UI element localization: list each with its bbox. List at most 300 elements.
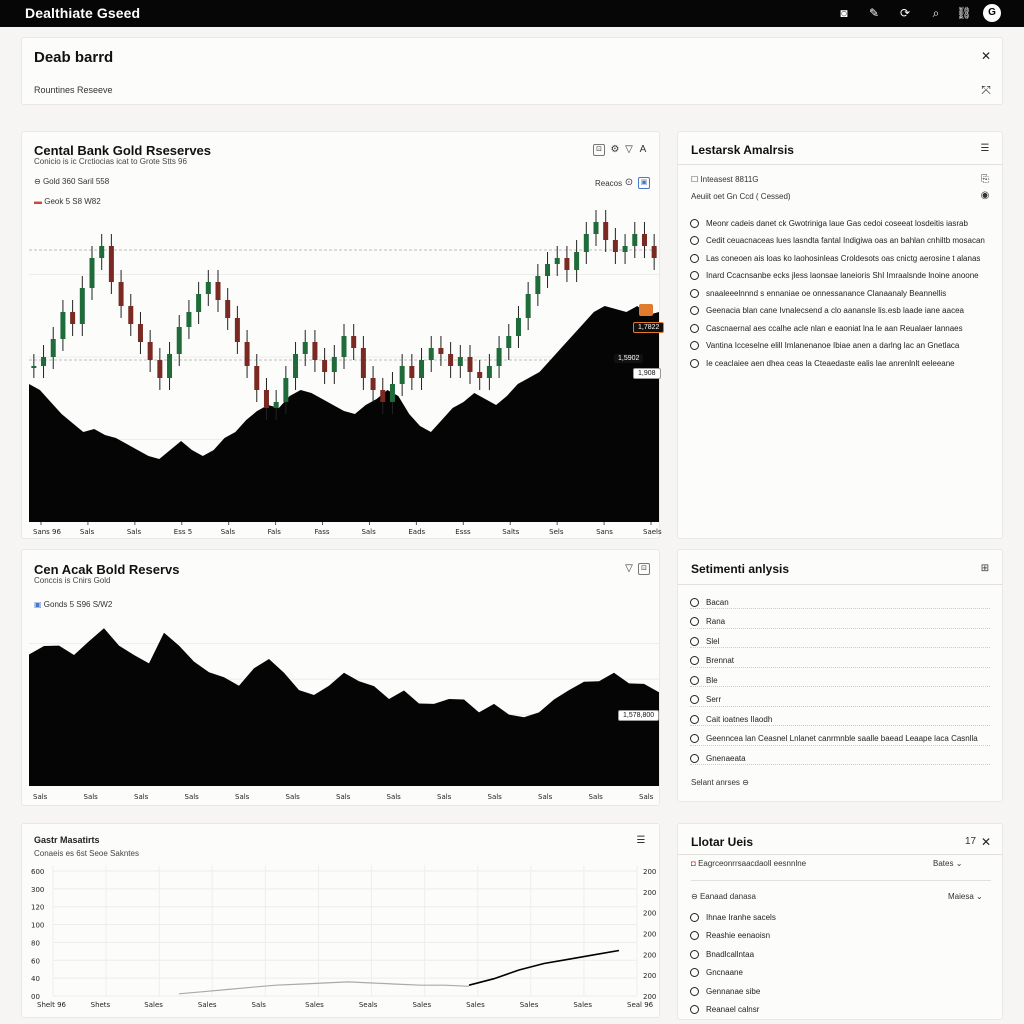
x-tick-label: Sales (305, 1001, 324, 1009)
x-tick-label: Seals (358, 1001, 378, 1009)
sentiment-item[interactable] (690, 634, 719, 648)
x-tick-label: Eads (408, 528, 426, 536)
candle (167, 342, 172, 390)
candle-body (167, 354, 172, 378)
candle-body (254, 366, 259, 390)
candle (342, 324, 347, 369)
item-2-icon: ⊖ (691, 892, 700, 901)
close-icon[interactable]: ✕ (980, 835, 992, 849)
annotate-icon[interactable]: A (639, 144, 647, 155)
candle-body (351, 336, 356, 348)
bullet-icon (690, 359, 699, 368)
candle (31, 354, 36, 378)
candle-body (225, 300, 230, 318)
candle-body (574, 252, 579, 270)
candle-body (119, 282, 124, 306)
candle-body (371, 378, 376, 390)
candle-body (148, 342, 153, 360)
bullet-icon (690, 617, 699, 626)
candle-body (526, 294, 531, 318)
y-tick-label: 100 (31, 921, 45, 930)
card3-title: Gastr Masatirts (34, 835, 100, 845)
latest-item[interactable] (690, 984, 760, 998)
candle (497, 336, 502, 378)
row-divider (690, 686, 990, 687)
latest-item[interactable] (690, 1003, 759, 1017)
candle (80, 276, 85, 336)
market-divider (678, 164, 1002, 165)
y-tick-label-right: 200 (643, 888, 657, 897)
candle (468, 345, 473, 384)
row-divider (690, 667, 990, 668)
market-item-text: Las coneoen ais loas ko laohosinleas Croldesots oas cnictg aerosine t alanas (706, 253, 981, 263)
export-icon[interactable]: ⎘ (981, 174, 989, 185)
bullet-icon (690, 271, 699, 280)
candle (99, 234, 104, 270)
market-item-text: Meonr cadeis danet ck Gwotriniga laue Gas cedoi coseeat losdeitis iasrab (706, 218, 968, 228)
expand-icon[interactable]: ⊡ (638, 563, 650, 575)
candle-body (623, 246, 628, 252)
avatar[interactable]: G (983, 4, 1001, 22)
list-icon[interactable]: ☰ (636, 835, 646, 846)
latest-divider-2 (691, 880, 991, 881)
market-item[interactable] (690, 339, 959, 353)
bullet-icon (690, 754, 699, 763)
candle (574, 240, 579, 282)
candle (409, 354, 414, 390)
row-divider (690, 706, 990, 707)
candle-body (80, 288, 85, 324)
bullet-icon (690, 695, 699, 704)
market-item[interactable] (690, 304, 964, 318)
candle (361, 336, 366, 390)
candle (438, 336, 443, 366)
bullet-icon (690, 950, 699, 959)
bullet-icon (690, 324, 699, 333)
candle (216, 270, 221, 312)
candle-body (477, 372, 482, 378)
candle-body (322, 360, 327, 372)
market-item[interactable] (690, 356, 955, 370)
sentiment-item-text: Serr (706, 695, 722, 704)
bullet-icon (690, 987, 699, 996)
market-item[interactable] (690, 234, 985, 248)
candle (225, 288, 230, 330)
candle-body (196, 294, 201, 312)
candle (526, 282, 531, 330)
candle (623, 234, 628, 264)
sentiment-item[interactable] (690, 712, 772, 726)
candle (322, 348, 327, 384)
candle (90, 246, 95, 300)
x-tick-label: Shelt 96 (37, 1001, 67, 1009)
latest-item-text: Bnadlcallntaa (706, 949, 755, 959)
banner-panel (21, 37, 1003, 105)
candle-body (603, 222, 608, 240)
candle (254, 354, 259, 402)
y-tick-label-right: 200 (643, 972, 657, 981)
market-item-text: Ie ceaclaiee aen dhea ceas la Cteaedaste ealis lae anrenlnlt eeleeane (706, 358, 955, 368)
x-tick-label: Sals (83, 793, 98, 801)
bullet-icon (690, 306, 699, 315)
candle (109, 234, 114, 294)
latest-item[interactable] (690, 966, 743, 980)
legend-1-text: Gold 360 Saril 558 (42, 177, 110, 186)
latest-item-text: Reanael calnsr (706, 1005, 760, 1014)
candle-body (497, 348, 502, 366)
filter-1-checkbox[interactable]: ☐ (691, 175, 701, 184)
price-tag-2: 1,5902 (614, 354, 643, 363)
bullet-icon (690, 254, 699, 263)
candle (148, 330, 153, 372)
candle (506, 324, 511, 360)
bullet-icon (690, 734, 699, 743)
y-tick-label: 60 (31, 957, 40, 966)
latest-item[interactable] (690, 947, 754, 961)
candle (594, 210, 599, 246)
y-tick-label-right: 200 (643, 993, 657, 1001)
x-tick-label: Sales (197, 1001, 217, 1009)
footer-arrow-icon: ⊖ (739, 778, 749, 787)
card1-legend-1 (34, 177, 109, 186)
candle-body (468, 357, 473, 372)
row-divider (690, 608, 990, 609)
candle-body (235, 318, 240, 342)
candle (564, 246, 569, 282)
bullet-icon (690, 598, 699, 607)
candle-body (274, 402, 279, 408)
x-tick-label: Sals (33, 793, 48, 801)
candle (138, 312, 143, 354)
candle-body (332, 357, 337, 372)
candle (545, 252, 550, 288)
settings-icon[interactable]: ⚙ (610, 144, 620, 155)
sentiment-card (677, 549, 1003, 802)
price-tag-1: 1,7822 (633, 322, 664, 333)
candle-body (516, 318, 521, 336)
filter-icon[interactable]: ▽ (625, 144, 633, 155)
market-item[interactable] (690, 251, 980, 265)
sentiment-item[interactable] (690, 693, 721, 707)
row-divider (690, 725, 990, 726)
legend-2-marker: ▬ (34, 197, 45, 206)
x-tick-label: Sals (538, 793, 553, 801)
market-filter-2[interactable]: Aeuiit oet Gn Ccd ( Cessed) (691, 192, 791, 201)
legend-1-marker: ⊖ (34, 177, 43, 186)
candle-body (594, 222, 599, 234)
market-item[interactable] (690, 321, 963, 335)
x-tick-label: Sals (361, 528, 376, 536)
latest-item-text: Reashie eenaoisn (706, 931, 771, 940)
area-price-tag: 1,578,800 (618, 710, 659, 721)
y-tick-label-right: 200 (643, 909, 657, 918)
x-tick-label: Sels (549, 528, 564, 536)
candle (603, 210, 608, 252)
sentiment-footer[interactable] (691, 778, 749, 787)
item-2-text: Eanaad danasa (699, 892, 756, 901)
candle-body (342, 336, 347, 357)
candle-body (60, 312, 65, 339)
candlestick-chart (29, 192, 662, 537)
sentiment-item[interactable] (690, 751, 746, 765)
bullet-icon (690, 968, 699, 977)
candle-body (652, 246, 657, 258)
candle (41, 345, 46, 378)
candle-body (109, 246, 114, 282)
refresh-icon[interactable]: ⟳ (899, 6, 911, 20)
candle (293, 342, 298, 390)
candle-body (99, 246, 104, 258)
candle-body (506, 336, 511, 348)
card3-subtitle: Conaeis es 6st Seoe Sakntes (34, 849, 139, 858)
candle (632, 222, 637, 258)
sentiment-item[interactable] (690, 732, 978, 746)
latest-item-text: Gncnaane (706, 968, 743, 977)
candle-body (206, 282, 211, 294)
sentiment-item[interactable] (690, 673, 718, 687)
candle (642, 222, 647, 258)
x-tick-label: Sals (235, 793, 250, 801)
info-icon[interactable]: ◉ (980, 190, 990, 201)
x-tick-label: Sals (588, 793, 603, 801)
sentiment-item-text: Geenncea lan Ceasnel Lnlanet canrmnble saalle baead Leaape laca Casnlla (706, 734, 978, 743)
candle-body (400, 366, 405, 384)
y-tick-label: 40 (31, 975, 40, 984)
card1-top-right-label: Reacos (595, 179, 623, 188)
dismiss-icon[interactable]: ⤧ (981, 83, 991, 97)
row-divider (690, 628, 990, 629)
latest-card (677, 823, 1003, 1020)
sentiment-item-text: Ble (706, 675, 718, 685)
bullet-icon (690, 341, 699, 350)
sentiment-item-text: Rana (706, 617, 726, 626)
x-tick-label: Saels (643, 528, 662, 536)
x-tick-label: Sals (134, 793, 149, 801)
sentiment-footer-text: Selant anrses (691, 778, 740, 787)
sentiment-item-text: Gnenaeata (706, 753, 746, 763)
search-icon[interactable]: ⌕ (932, 6, 940, 20)
crosshair-icon[interactable]: ⊙ (624, 177, 634, 188)
bullet-icon (690, 656, 699, 665)
bullet-icon (690, 289, 699, 298)
reserves-area (29, 628, 659, 786)
latest-item[interactable] (690, 929, 770, 943)
market-analysis-card (677, 131, 1003, 539)
top-bar (0, 0, 1024, 27)
sentiment-title: Setimenti anlysis (691, 562, 790, 576)
card1-subtitle: Conicio is ic Crctiocias icat to Grote Stts 96 (34, 157, 187, 166)
filter-1-text: Inteasest 8811G (700, 175, 759, 184)
latest-item-text: Ihnae Iranhe sacels (706, 912, 776, 922)
card1-title: Cental Bank Gold Rseserves (34, 143, 212, 158)
latest-item-text: Gennanae sibe (706, 986, 761, 996)
sentiment-item[interactable] (690, 615, 725, 629)
bullet-icon (690, 236, 699, 245)
x-tick-label: Sales (573, 1001, 593, 1009)
y-tick-label-right: 200 (643, 930, 657, 939)
candle-body (293, 354, 298, 378)
market-item-text: Vantina Icceselne elill Imlanenanoe Ibiae anen a darlng lac an Gnetlaca (706, 341, 960, 350)
x-tick-label: Sans (596, 528, 613, 536)
candle-body (555, 258, 560, 264)
candle-body (41, 357, 46, 366)
card2-title: Cen Acak Bold Reservs (34, 562, 180, 577)
market-filter-1[interactable] (691, 175, 759, 184)
candle-body (584, 234, 589, 252)
candle-body (51, 339, 56, 357)
candle-body (429, 348, 434, 360)
candle-body (157, 360, 162, 378)
candle (652, 234, 657, 270)
x-tick-label: Sals (251, 1001, 266, 1009)
x-tick-label: Sans 96 (33, 528, 61, 536)
candle-body (312, 342, 317, 360)
reserves-area-card (21, 549, 660, 806)
latest-flagged-item[interactable] (691, 859, 806, 868)
row-divider (690, 745, 990, 746)
candle-body (128, 306, 133, 324)
sentiment-item[interactable] (690, 595, 729, 609)
x-tick-label: Sals (386, 793, 401, 801)
candle (487, 354, 492, 390)
candle-body (138, 324, 143, 342)
candle (60, 300, 65, 351)
legend-2-text: Geok 5 S8 W82 (44, 197, 101, 206)
candle-body (31, 366, 36, 368)
gray-series-line (179, 982, 469, 994)
candle-body (632, 234, 637, 246)
x-tick-label: Sals (285, 793, 300, 801)
candle (303, 330, 308, 366)
bullet-icon (690, 931, 699, 940)
legend-marker: ▣ (34, 600, 44, 609)
orange-price-marker (639, 304, 653, 316)
legend-text: Gonds 5 S96 S/W2 (43, 600, 113, 609)
latest-select-2[interactable] (948, 892, 983, 901)
camera-icon[interactable]: ◙ (840, 6, 848, 20)
price-tag-3: 1,908 (633, 368, 661, 379)
app-title: Dealthiate Gseed (25, 5, 141, 21)
y-tick-label: 300 (31, 885, 45, 894)
x-tick-label: Sals (126, 528, 142, 536)
candle-body (642, 234, 647, 246)
candle-body (390, 384, 395, 402)
candle (613, 228, 618, 264)
candle (51, 327, 56, 369)
candle (235, 306, 240, 354)
x-tick-label: Sales (466, 1001, 485, 1009)
x-tick-label: Sals (336, 793, 351, 801)
candle-body (361, 348, 366, 378)
row-divider (690, 764, 990, 765)
market-item-text: Cascnaernal aes ccalhe acle nlan e eaoniat lna le aan Reualaer lannaes (706, 323, 963, 333)
x-tick-label: Sals (487, 793, 502, 801)
candle (371, 366, 376, 402)
y-tick-label: 600 (31, 868, 45, 876)
black-series-line (469, 951, 619, 986)
x-tick-label: Salts (502, 528, 520, 536)
filter-icon[interactable]: ▽ (625, 563, 633, 574)
x-tick-label: Sales (412, 1001, 432, 1009)
candle-body (487, 366, 492, 378)
candle (177, 315, 182, 366)
gastr-card (21, 823, 660, 1018)
latest-item-2[interactable] (691, 892, 756, 901)
x-tick-label: Fass (314, 528, 330, 536)
x-tick-label: Seal 96 (627, 1001, 654, 1009)
market-item-text: snaaleeelnnnd s ennaniae oe onnessanance Clanaanaly Beannellis (706, 288, 947, 298)
latest-count: 17 (965, 836, 977, 847)
market-title: Lestarsk Amalrsis (691, 143, 794, 157)
flagged-text: Eagrceonrrsaacdaoll eesnnlne (698, 859, 807, 868)
candle-body (545, 264, 550, 276)
x-tick-label: Sales (144, 1001, 163, 1009)
x-tick-label: Sals (184, 793, 199, 801)
pen-icon[interactable]: ✎ (868, 6, 880, 20)
market-item[interactable] (690, 216, 968, 230)
candle-body (245, 342, 250, 366)
candle-body (380, 390, 385, 402)
y-tick-label: 00 (31, 993, 40, 1001)
grid-icon[interactable]: ⊞ (980, 563, 990, 574)
candle-body (419, 360, 424, 378)
x-tick-label: Sals (639, 793, 654, 801)
close-icon[interactable]: ✕ (980, 49, 992, 63)
sentiment-item[interactable] (690, 654, 734, 668)
menu-icon[interactable]: ☰ (980, 143, 990, 154)
candle (157, 348, 162, 390)
x-tick-label: Sales (519, 1001, 539, 1009)
sentiment-item-text: Cait ioatnes Ilaodh (706, 714, 773, 724)
candle (128, 294, 133, 336)
bullet-icon (690, 1005, 699, 1014)
chevron-down-icon: ⌄ (973, 892, 983, 901)
candle-body (613, 240, 618, 252)
candle-body (264, 390, 269, 408)
latest-select-1[interactable] (933, 859, 962, 868)
candle-body (409, 366, 414, 378)
latest-item[interactable] (690, 910, 776, 924)
select-2-text: Maiesa (948, 892, 974, 901)
candle (70, 300, 75, 336)
candle (312, 330, 317, 372)
y-tick-label: 120 (31, 903, 45, 912)
layout-icon[interactable]: ▣ (638, 177, 650, 189)
candle-body (216, 282, 221, 300)
market-item[interactable] (690, 269, 979, 283)
row-divider (690, 647, 990, 648)
bullet-icon (690, 219, 699, 228)
candle (245, 330, 250, 378)
candle (206, 270, 211, 306)
candle-body (458, 357, 463, 366)
bullet-icon (690, 913, 699, 922)
sentiment-item-text: Brennat (706, 656, 735, 665)
gastr-line-chart (29, 858, 659, 1018)
candle (186, 300, 191, 339)
market-item[interactable] (690, 286, 946, 300)
candle (535, 264, 540, 306)
candle-body (70, 312, 75, 324)
expand-icon[interactable]: ⊡ (593, 144, 605, 156)
link-icon[interactable]: ⛓ (956, 6, 972, 20)
latest-title: Llotar Ueis (691, 835, 754, 849)
y-tick-label-right: 200 (643, 868, 657, 876)
select-1-text: Bates (933, 859, 954, 868)
candle (332, 345, 337, 384)
y-tick-label-right: 200 (643, 951, 657, 960)
candle-body (564, 258, 569, 270)
